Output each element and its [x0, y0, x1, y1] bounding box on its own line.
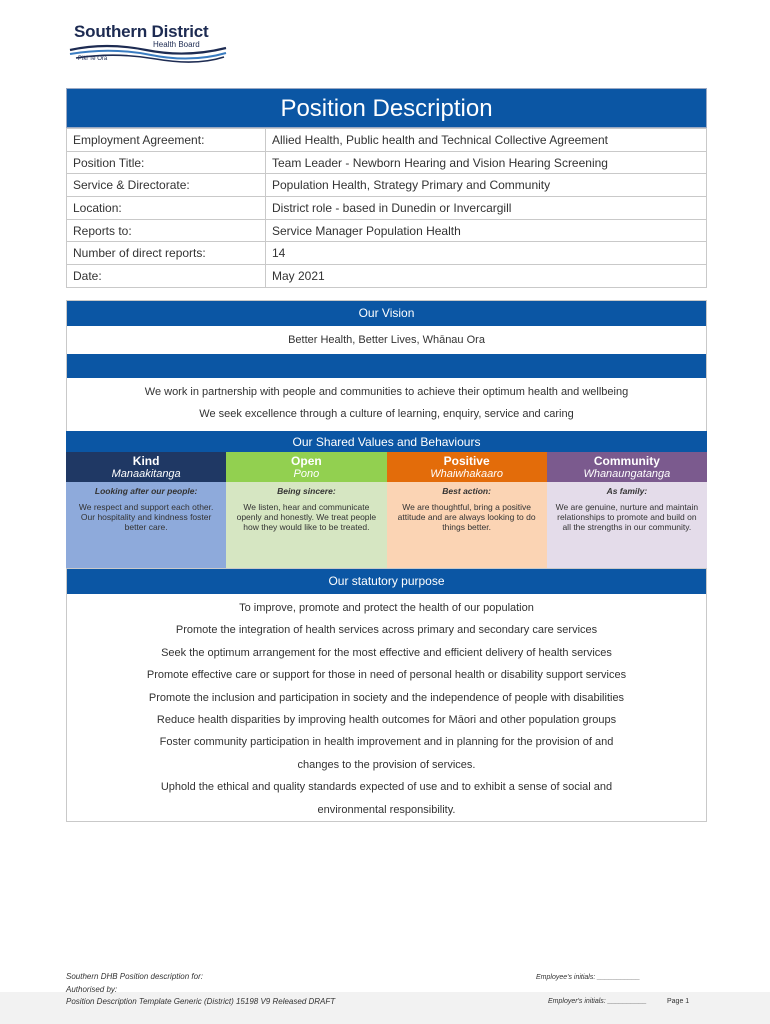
- value-name: Kind: [132, 454, 160, 468]
- value-name: Open: [291, 454, 322, 468]
- value-text: We respect and support each other. Our hospitality and kindness foster better care.: [78, 502, 214, 532]
- value-body: [226, 482, 386, 568]
- value-header: [226, 452, 386, 482]
- purpose-line: Promote effective care or support for those in need of personal health or disability support services: [146, 669, 627, 682]
- purpose-lines: [67, 594, 706, 821]
- detail-label: Service & Directorate:: [67, 174, 266, 197]
- detail-label: Position Title:: [67, 151, 266, 174]
- purpose-line: Promote the integration of health services across primary and secondary care services: [175, 624, 598, 637]
- value-lead: Looking after our people:: [94, 486, 198, 496]
- detail-label: Reports to:: [67, 219, 266, 242]
- value-header: [66, 452, 226, 482]
- vision-heading: Our Vision: [67, 301, 706, 326]
- value-maori-name: Manaakitanga: [111, 468, 181, 480]
- mission-line-2: We seek excellence through a culture of learning, enquiry, service and caring: [199, 408, 574, 420]
- value-text: We listen, hear and communicate openly and honestly. We treat people how they would like to be treated.: [236, 502, 377, 532]
- value-maori-name: Whanaungatanga: [583, 468, 671, 480]
- detail-label: Date:: [67, 265, 266, 288]
- purpose-heading: Our statutory purpose: [67, 569, 706, 594]
- value-card-community: [547, 452, 707, 568]
- value-lead: Best action:: [442, 486, 491, 496]
- detail-row: [67, 265, 707, 288]
- page-title: Position Description: [66, 88, 707, 128]
- value-card-positive: [387, 452, 547, 568]
- value-lead: Being sincere:: [277, 486, 336, 496]
- detail-row: [67, 129, 707, 152]
- vision-text: Better Health, Better Lives, Whānau Ora: [288, 334, 485, 346]
- value-body: [387, 482, 547, 568]
- value-text: We are genuine, nurture and maintain relationships to promote and build on all the strengths in our community.: [555, 502, 699, 532]
- value-header: [547, 452, 707, 482]
- footer-line-2: Authorised by:: [66, 985, 118, 994]
- purpose-line: Uphold the ethical and quality standards expected of use and to exhibit a sense of social and: [160, 781, 613, 794]
- value-card-open: [226, 452, 386, 568]
- detail-value: District role - based in Dunedin or Invercargill: [266, 197, 707, 220]
- purpose-section: [66, 568, 707, 822]
- logo-sub: Health Board: [153, 40, 200, 49]
- purpose-line: changes to the provision of services.: [297, 758, 476, 771]
- detail-value: May 2021: [266, 265, 707, 288]
- value-maori-name: Pono: [293, 468, 320, 480]
- detail-value: Service Manager Population Health: [266, 219, 707, 242]
- detail-value: Population Health, Strategy Primary and Community: [266, 174, 707, 197]
- value-text: We are thoughtful, bring a positive attitude and are always looking to do things better.: [397, 502, 536, 532]
- detail-label: Employment Agreement:: [67, 129, 266, 152]
- detail-row: [67, 174, 707, 197]
- purpose-line: Foster community participation in health improvement and in planning for the provision of and: [159, 736, 614, 749]
- value-body: [547, 482, 707, 568]
- employee-initials: Employee's initials: ___________: [536, 974, 641, 981]
- value-lead: As family:: [606, 486, 648, 496]
- page-number: Page 1: [667, 998, 690, 1005]
- purpose-line: environmental responsibility.: [317, 803, 456, 816]
- value-name: Positive: [443, 454, 490, 468]
- values-grid: [66, 452, 707, 568]
- purpose-line: Seek the optimum arrangement for the most effective and efficient delivery of health services: [161, 646, 612, 659]
- purpose-line: Promote the inclusion and participation in society and the independence of people with disabilities: [148, 691, 625, 704]
- mission-line-1: We work in partnership with people and communities to achieve their optimum health and wellbeing: [144, 386, 629, 398]
- value-header: [387, 452, 547, 482]
- position-details-table: [66, 128, 707, 288]
- logo-name: Southern District: [74, 22, 209, 41]
- employer-initials: Employer's initials: __________: [548, 998, 647, 1005]
- detail-value: 14: [266, 242, 707, 265]
- detail-row: [67, 197, 707, 220]
- logo-maori: Piki Te Ora: [78, 56, 108, 62]
- detail-label: Location:: [67, 197, 266, 220]
- detail-row: [67, 219, 707, 242]
- detail-value: Team Leader - Newborn Hearing and Vision Hearing Screening: [266, 151, 707, 174]
- vision-section: [66, 300, 707, 432]
- detail-row: [67, 242, 707, 265]
- purpose-line: To improve, promote and protect the health of our population: [239, 602, 534, 614]
- footer-line-1: Southern DHB Position description for:: [66, 972, 203, 981]
- sdhb-logo: [66, 18, 236, 70]
- purpose-line: Reduce health disparities by improving health outcomes for Māori and other population groups: [156, 713, 617, 726]
- detail-label: Number of direct reports:: [67, 242, 266, 265]
- detail-row: [67, 151, 707, 174]
- value-card-kind: [66, 452, 226, 568]
- value-maori-name: Whaiwhakaaro: [430, 468, 503, 480]
- value-name: Community: [593, 454, 660, 468]
- values-heading: Our Shared Values and Behaviours: [66, 431, 707, 453]
- value-body: [66, 482, 226, 568]
- footer-line-3: Position Description Template Generic (District) 15198 V9 Released DRAFT: [66, 997, 336, 1006]
- detail-value: Allied Health, Public health and Technical Collective Agreement: [266, 129, 707, 152]
- mission-band: [67, 354, 706, 378]
